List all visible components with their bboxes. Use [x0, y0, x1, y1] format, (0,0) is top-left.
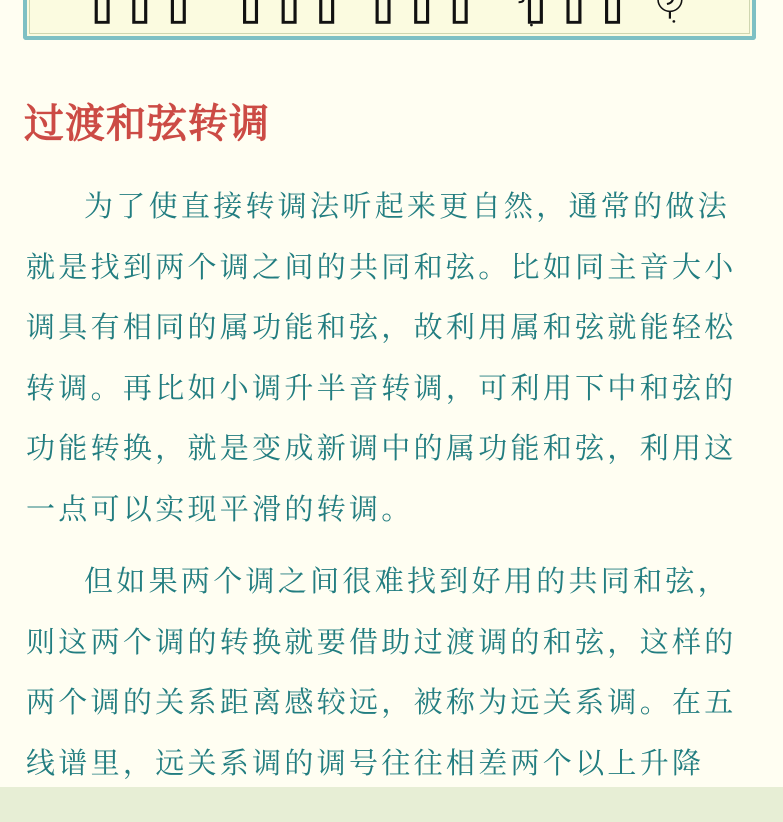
- body-paragraph-1: 为了使直接转调法听起来更自然，通常的做法就是找到两个调之间的共同和弦。比如同主音大小调具有相同的属功能和弦，故利用属和弦就能轻松转调。再比如小调升半音转调，可利用下中和弦的功能转换，就是变成新调中的属功能和弦，利用这一点可以实现平滑的转调。: [26, 189, 737, 526]
- music-score-strip: [23, 0, 756, 40]
- section-heading: 过渡和弦转调: [24, 101, 270, 147]
- footer-band: [0, 787, 783, 822]
- body-paragraph-2: 但如果两个调之间很难找到好用的共同和弦，则这两个调的转换就要借助过渡调的和弦，这样的两个调的关系距离感较远，被称为远关系调。在五线谱里，远关系调的调号往往相差两个以上升降: [26, 564, 737, 780]
- music-notation-icon: [27, 0, 752, 36]
